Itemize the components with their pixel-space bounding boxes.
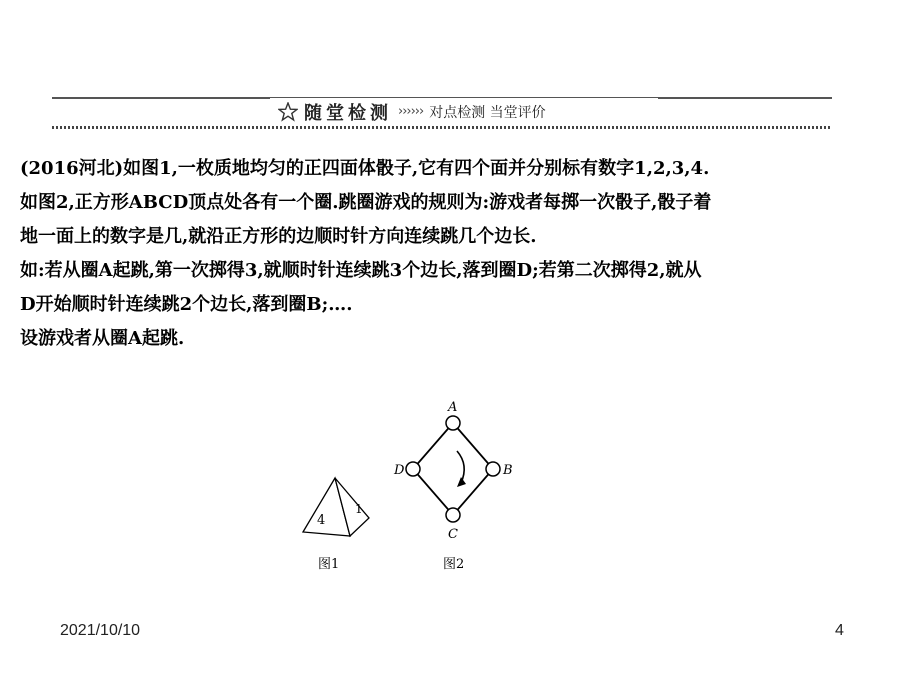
circle-d [406,462,420,476]
star-icon [278,102,298,122]
problem-text [20,152,880,356]
page-number: 4 [835,622,844,639]
face-label-4: 4 [317,513,326,528]
problem-line-4: 如:若从圈A起跳,第一次掷得3,就顺时针连续跳3个边长,落到圈D;若第二次掷得2,就从 [20,260,702,281]
vertex-label-b: B [503,463,513,478]
face-label-1: 1 [355,502,363,516]
vertex-label-a: A [448,400,458,415]
circle-c [446,508,460,522]
problem-line-3: 地一面上的数字是几,就沿正方形的边顺时针方向连续跳几个边长. [20,226,537,247]
banner-title: 随堂检测 [304,102,392,124]
banner-arrows: ›››››› [398,104,424,119]
banner-bottom-dotted-rule [52,126,832,129]
circle-a [446,416,460,430]
problem-line-5: D开始顺时针连续跳2个边长,落到圈B;…. [20,294,353,315]
square-circles-drawing [385,395,535,555]
vertex-label-c: C [448,527,458,542]
circle-b [486,462,500,476]
figure-2-square [385,395,535,570]
banner-subtitle: 对点检测 当堂评价 [429,104,546,121]
problem-line-6: 设游戏者从圈A起跳. [20,328,185,349]
vertex-label-d: D [394,463,405,478]
problem-line-2: 如图2,正方形ABCD顶点处各有一个圈.跳圈游戏的规则为:游戏者每掷一次骰子,骰子着 [20,192,712,213]
footer-date: 2021/10/10 [60,622,141,639]
problem-line-1: (2016河北)如图1,一枚质地均匀的正四面体骰子,它有四个面并分别标有数字1,2,3,4. [20,158,710,179]
figure-2-caption: 图2 [443,557,465,572]
section-banner [270,98,658,125]
figure-1-caption: 图1 [318,557,340,572]
tetrahedron-drawing [295,470,375,550]
